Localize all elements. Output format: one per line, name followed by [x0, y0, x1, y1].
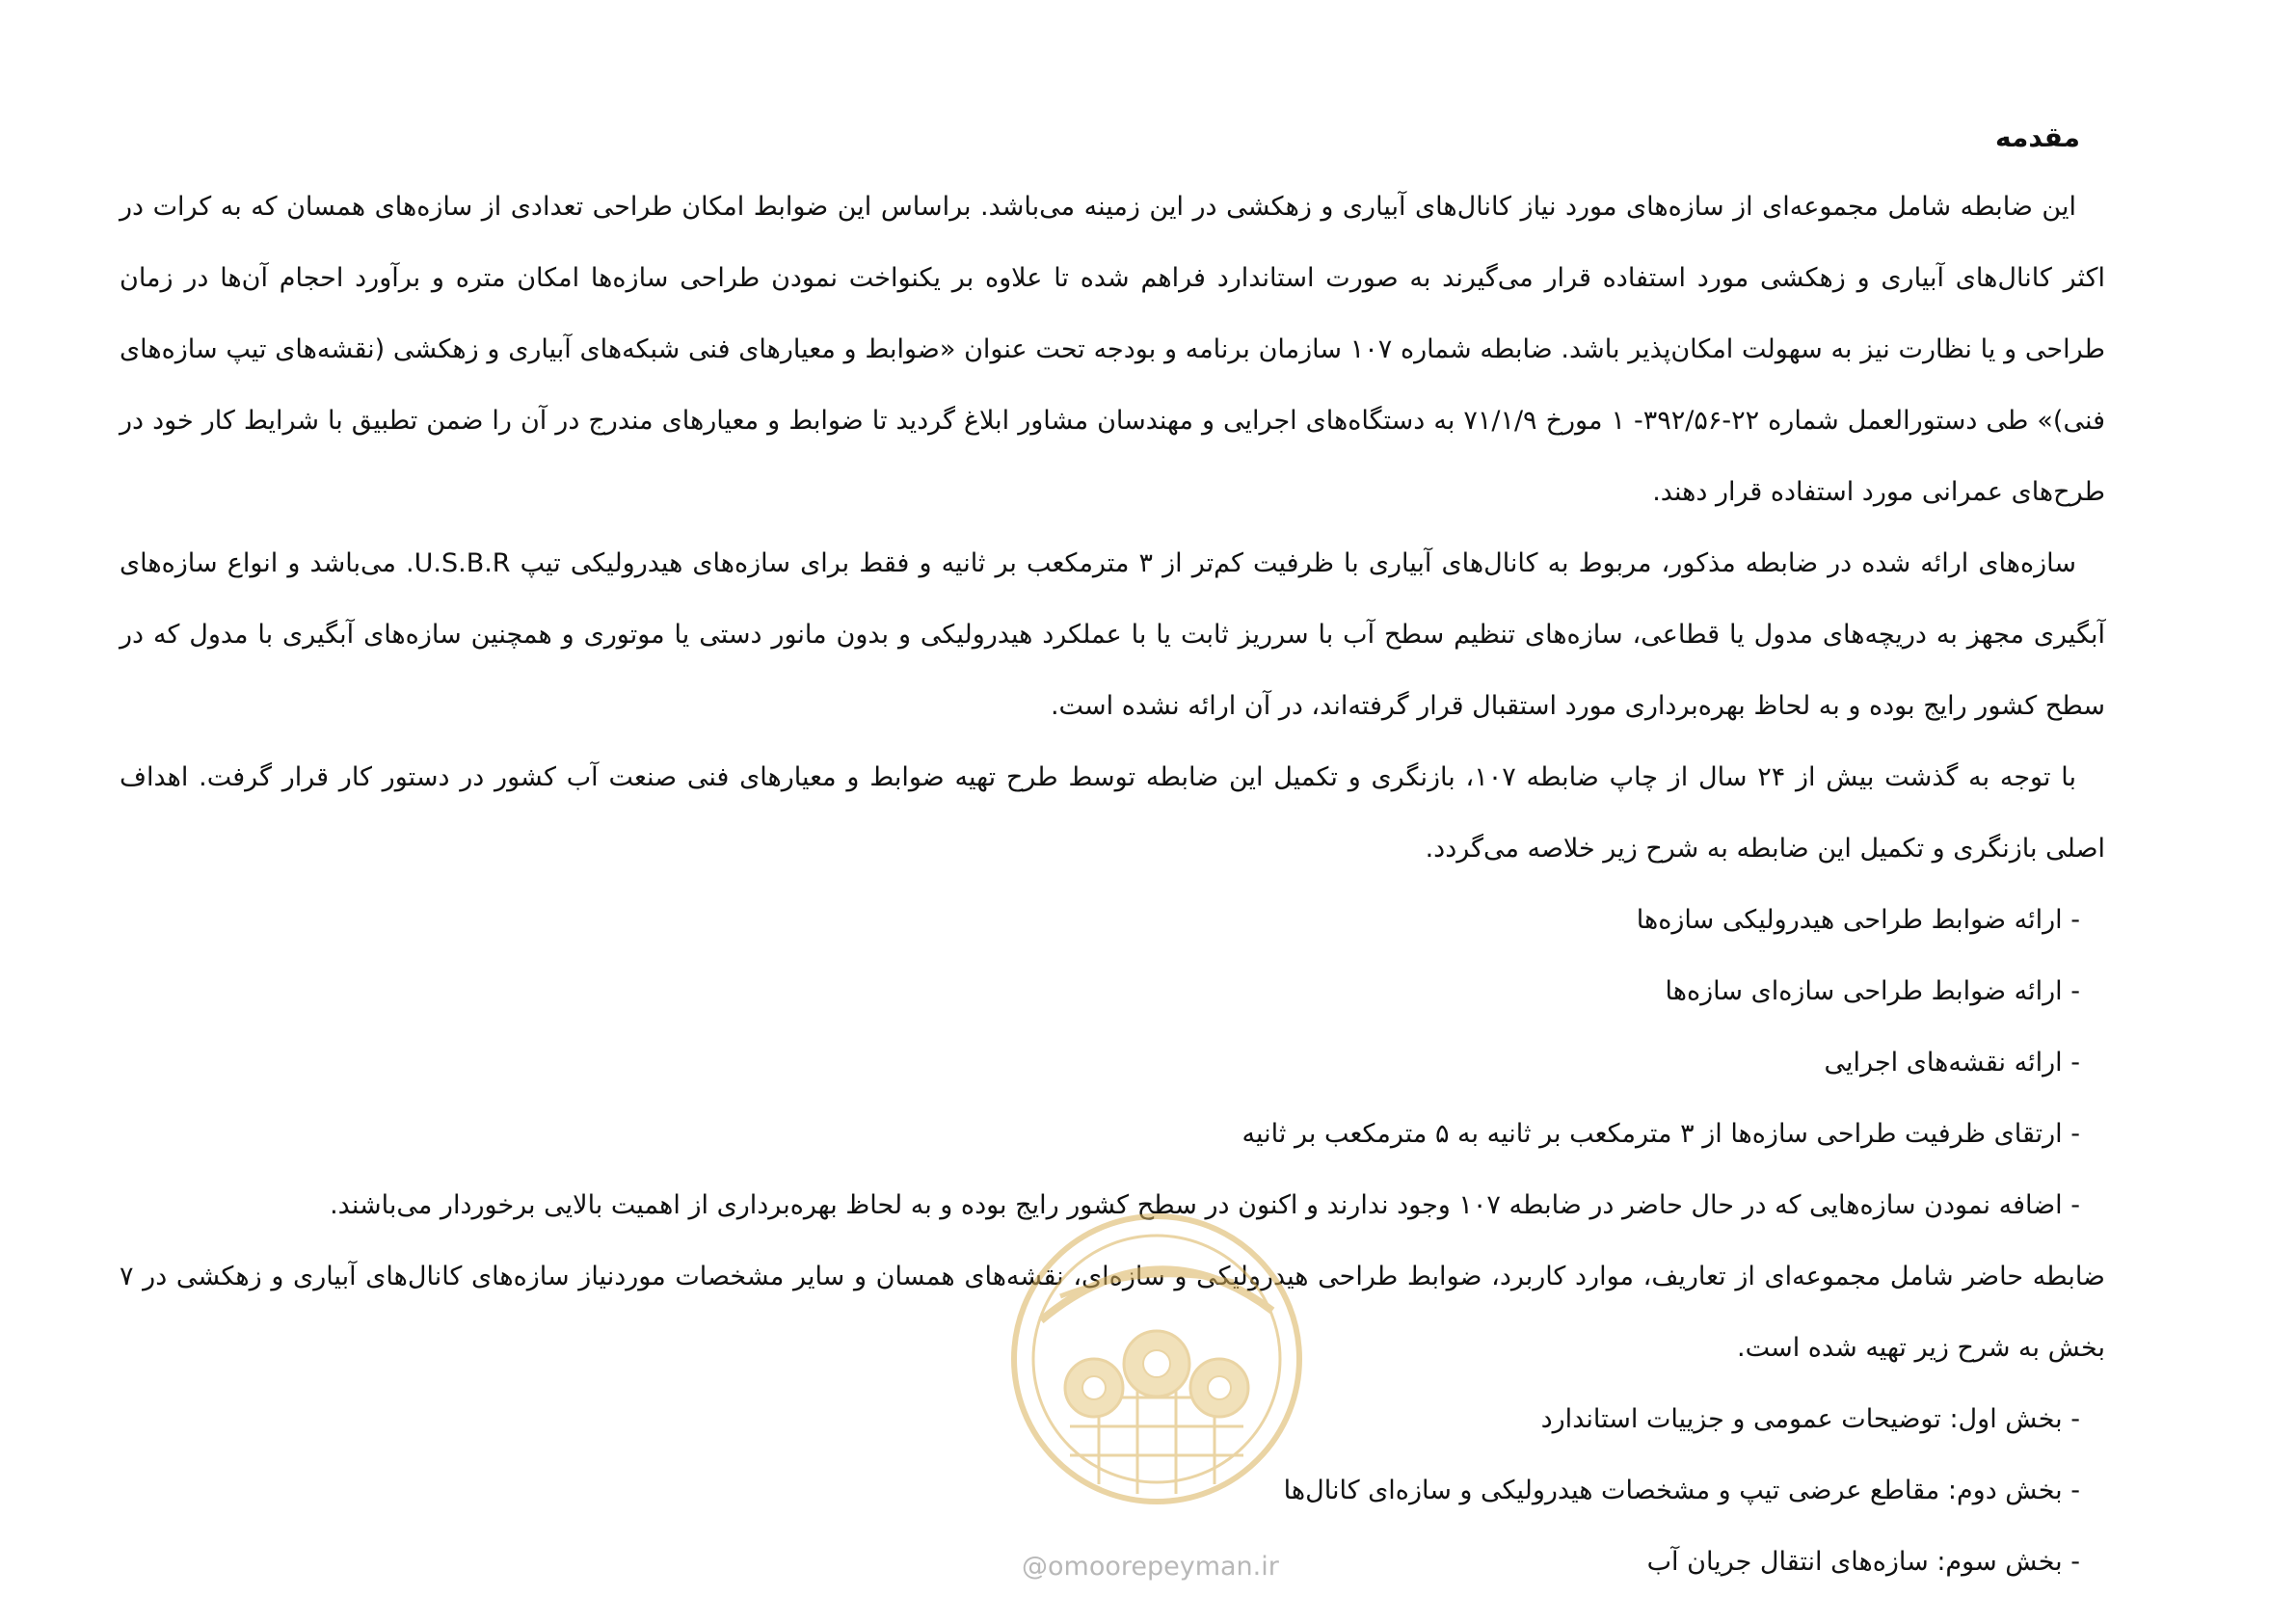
- section-heading: مقدمه: [1995, 121, 2080, 153]
- goals-list: [120, 885, 2105, 1241]
- intro-paragraph-2: سازه‌های ارائه شده در ضابطه مذکور، مربوط به کانال‌های آبیاری با ظرفیت کم‌تر از ۳ مترمکعب بر ثانیه و فقط برای سازه‌های هیدرولیکی تیپ U.S.B.R. می‌باشد و انواع سازه‌های آبگیری مجهز به دریچه‌های مدول یا قطاعی، سازه‌های تنظیم سطح آب با سرریز ثابت یا با عملکرد هیدرولیکی و بدون مانور دستی یا موتوری و همچنین سازه‌های آبگیری با مدول که در سطح کشور رایج بوده و به لحاظ بهره‌برداری مورد استقبال قرار گرفته‌اند، در آن ارائه نشده است.: [120, 548, 2105, 721]
- section-item: - بخش سوم: سازه‌های انتقال جریان آب: [1646, 1547, 2080, 1577]
- watermark-url: @omoorepeyman.ir: [1022, 1552, 1279, 1582]
- section-item: - بخش دوم: مقاطع عرضی تیپ و مشخصات هیدرولیکی و سازه‌ای کانال‌ها: [1283, 1476, 2080, 1505]
- structure-paragraph: ضابطه حاضر شامل مجموعه‌ای از تعاریف، موارد کاربرد، ضوابط طراحی هیدرولیکی و سازه‌ای، نقشه‌های همسان و سایر مشخصات موردنیاز سازه‌های کانال‌های آبیاری و زهکشی در ۷ بخش به شرح زیر تهیه شده است.: [120, 1262, 2105, 1363]
- goal-item: - ارتقای ظرفیت طراحی سازه‌ها از ۳ مترمکعب بر ثانیه به ۵ مترمکعب بر ثانیه: [1241, 1119, 2080, 1149]
- goal-item: - ارائه ضوابط طراحی سازه‌ای سازه‌ها: [1665, 976, 2080, 1006]
- intro-paragraph-3: با توجه به گذشت بیش از ۲۴ سال از چاپ ضابطه ۱۰۷، بازنگری و تکمیل این ضابطه توسط طرح تهیه ضوابط و معیارهای فنی صنعت آب کشور در دستور کار قرار گرفت. اهداف اصلی بازنگری و تکمیل این ضابطه به شرح زیر خلاصه می‌گردد.: [120, 762, 2105, 864]
- goal-item: - ارائه نقشه‌های اجرایی: [1824, 1048, 2080, 1078]
- watermark-seal: [1002, 1205, 1311, 1571]
- goal-item: - اضافه نمودن سازه‌هایی که در حال حاضر در ضابطه ۱۰۷ وجود ندارند و اکنون در سطح کشور رایج بوده و به لحاظ بهره‌برداری از اهمیت بالایی برخوردار می‌باشند.: [330, 1190, 2080, 1220]
- goal-item: - ارائه ضوابط طراحی هیدرولیکی سازه‌ها: [1636, 905, 2080, 935]
- section-item: - بخش اول: توضیحات عمومی و جزییات استاندارد: [1540, 1404, 2080, 1434]
- intro-paragraph-1: این ضابطه شامل مجموعه‌ای از سازه‌های مورد نیاز کانال‌های آبیاری و زهکشی در این زمینه می‌باشد. براساس این ضوابط امکان طراحی تعدادی از سازه‌های همسان که به کرات در اکثر کانال‌های آبیاری و زهکشی مورد استفاده قرار می‌گیرند به صورت استاندارد فراهم شده تا علاوه بر یکنواخت نمودن طراحی سازه‌ها امکان متره و برآورد احجام آن‌ها در زمان طراحی و یا نظارت نیز به سهولت امکان‌پذیر باشد. ضابطه شماره ۱۰۷ سازمان برنامه و بودجه تحت عنوان «ضوابط و معیارهای فنی شبکه‌های آبیاری و زهکشی (نقشه‌های تیپ سازه‌های فنی)» طی دستورالعمل شماره ۲۲-۳۹۲/۵۶- ۱ مورخ ۷۱/۱/۹ به دستگاه‌های اجرایی و مهندسان مشاور ابلاغ گردید تا ضوابط و معیارهای مندرج در آن را ضمن تطبیق با شرایط کار خود در طرح‌های عمرانی مورد استفاده قرار دهند.: [120, 192, 2106, 507]
